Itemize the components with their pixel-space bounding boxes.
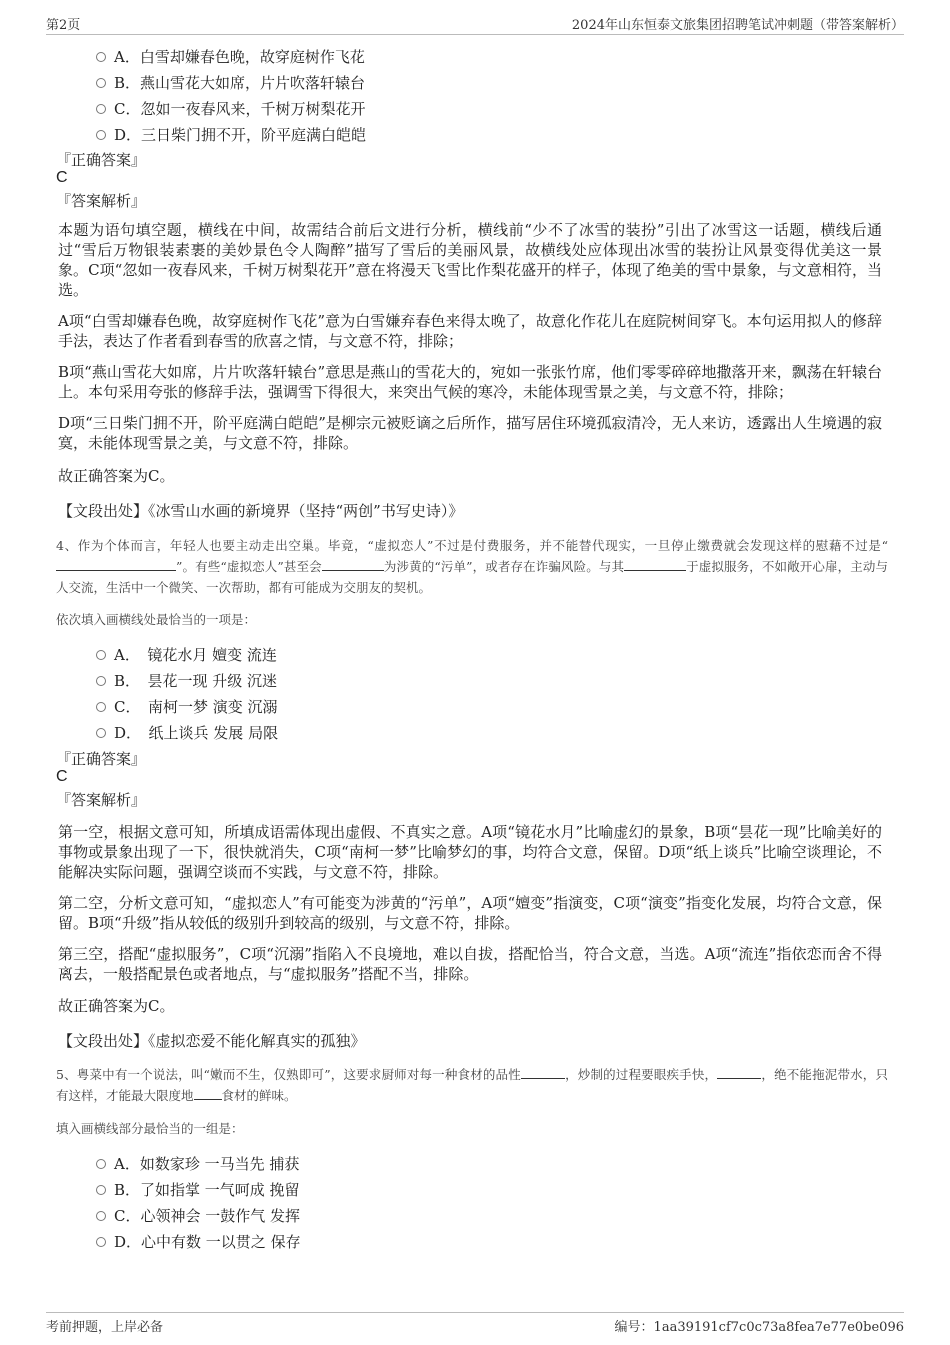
analysis-paragraph: 第二空，分析文意可知，“虚拟恋人”有可能变为涉黄的“污单”，A项“嬗变”指演变，C项“演变”指变化发展，均符合文意，保留。B项“升级”指从较低的级别升到较高的级别，与文意不符，排除。 xyxy=(58,894,882,932)
radio-icon[interactable] xyxy=(96,676,106,686)
q3-option-c[interactable]: C．忽如一夜春风来，千树万树梨花开 xyxy=(96,98,365,120)
analysis-label: 『答案解析』 xyxy=(56,791,147,809)
fill-blank xyxy=(56,558,176,571)
q5-option-c[interactable]: C．心领神会 一鼓作气 发挥 xyxy=(96,1205,300,1227)
fill-blank xyxy=(322,558,384,571)
analysis-paragraph: D项“三日柴门拥不开，阶平庭满白皑皑”是柳宗元被贬谪之后所作，描写居住环境孤寂清冷，无人来访，透露出人生境遇的寂寞，未能体现雪景之美，与文意不符，排除。 xyxy=(58,414,882,452)
answer-value: C xyxy=(56,768,68,785)
radio-icon[interactable] xyxy=(96,78,106,88)
radio-icon[interactable] xyxy=(96,1211,106,1221)
question-prompt: 填入画横线部分最恰当的一组是： xyxy=(56,1121,244,1136)
radio-icon[interactable] xyxy=(96,1185,106,1195)
radio-icon[interactable] xyxy=(96,104,106,114)
document-title: 2024年山东恒泰文旅集团招聘笔试冲刺题（带答案解析） xyxy=(571,18,904,33)
page-footer xyxy=(46,1312,904,1335)
analysis-paragraph: 第一空，根据文意可知，所填成语需体现出虚假、不真实之意。A项“镜花水月”比喻虚幻的景象，B项“昙花一现”比喻美好的事物或景象出现了一下，很快就消失，C项“南柯一梦”比喻梦幻的事，均符合文意，保留。D项“纸上谈兵”比喻空谈理论，不能解决实际问题，强调空谈而不实践，与文意不符，排除。 xyxy=(58,823,882,881)
answer-label: 『正确答案』 xyxy=(56,750,147,768)
source-citation: 【文段出处】《冰雪山水画的新境界（坚持“两创”书写史诗）》 xyxy=(58,502,464,520)
analysis-paragraph: 第三空，搭配“虚拟服务”，C项“沉溺”指陷入不良境地，难以自拔，搭配恰当，符合文意，当选。A项“流连”指依恋而舍不得离去，一般搭配景色或者地点，与“虚拟服务”搭配不当，排除。 xyxy=(58,945,882,983)
q4-option-b[interactable]: B． 昙花一现 升级 沉迷 xyxy=(96,670,277,692)
answer-label: 『正确答案』 xyxy=(56,151,147,169)
conclusion: 故正确答案为C。 xyxy=(58,997,175,1015)
q3-option-a[interactable]: A．白雪却嫌春色晚，故穿庭树作飞花 xyxy=(96,46,365,68)
q3-option-d[interactable]: D．三日柴门拥不开，阶平庭满白皑皑 xyxy=(96,124,366,146)
radio-icon[interactable] xyxy=(96,130,106,140)
conclusion: 故正确答案为C。 xyxy=(58,467,175,485)
footer-slogan: 考前押题，上岸必备 xyxy=(46,1320,164,1335)
q4-option-a[interactable]: A． 镜花水月 嬗变 流连 xyxy=(96,644,277,666)
page-number: 第2页 xyxy=(46,18,81,33)
radio-icon[interactable] xyxy=(96,1159,106,1169)
document-code: 编号：1aa39191cf7c0c73a8fea7e77e0be096 xyxy=(614,1320,904,1335)
question-prompt: 依次填入画横线处最恰当的一项是： xyxy=(56,612,257,627)
fill-blank xyxy=(624,558,686,571)
fill-blank xyxy=(717,1066,761,1079)
q5-option-d[interactable]: D．心中有数 一以贯之 保存 xyxy=(96,1231,301,1253)
page-header xyxy=(46,14,904,35)
question-stem: 5、粤菜中有一个说法，叫“嫩而不生，仅熟即可”，这要求厨师对每一种食材的品性 ，炒制的过程要眼疾手快， ，绝不能拖泥带水，只有这样，才能最大限度地 食材的鲜味。 xyxy=(56,1067,888,1103)
fill-blank xyxy=(194,1087,222,1100)
radio-icon[interactable] xyxy=(96,650,106,660)
analysis-paragraph: A项“白雪却嫌春色晚，故穿庭树作飞花”意为白雪嫌弃春色来得太晚了，故意化作花儿在庭院树间穿飞。本句运用拟人的修辞手法，表达了作者看到春雪的欣喜之情，与文意不符，排除； xyxy=(58,312,882,350)
code-value: 1aa39191cf7c0c73a8fea7e77e0be096 xyxy=(653,1320,904,1335)
q4-option-d[interactable]: D． 纸上谈兵 发展 局限 xyxy=(96,722,278,744)
question-stem: 4、作为个体而言，年轻人也要主动走出空巢。毕竟，“虚拟恋人”不过是付费服务，并不能替代现实，一旦停止缴费就会发现这样的慰藉不过是“”。有些“虚拟恋人”甚至会 为涉黄的“污单”，或者存在诈骗风险。与其 于虚拟服务，不如敞开心扉，主动与人交流，生活中一个微笑、一次帮助，都有可能成为交朋友的契机。 xyxy=(56,538,888,595)
radio-icon[interactable] xyxy=(96,702,106,712)
radio-icon[interactable] xyxy=(96,728,106,738)
q5-option-a[interactable]: A．如数家珍 一马当先 捕获 xyxy=(96,1153,299,1175)
radio-icon[interactable] xyxy=(96,52,106,62)
analysis-paragraph: B项“燕山雪花大如席，片片吹落轩辕台”意思是燕山的雪花大的，宛如一张张竹席，他们零零碎碎地撒落开来，飘荡在轩辕台上。本句采用夸张的修辞手法，强调雪下得很大，来突出气候的寒冷，未能体现雪景之美，与文意不符，排除； xyxy=(58,363,882,401)
radio-icon[interactable] xyxy=(96,1237,106,1247)
analysis-paragraph: 本题为语句填空题，横线在中间，故需结合前后文进行分析，横线前“少不了冰雪的装扮”引出了冰雪这一话题，横线后通过“雪后万物银装素裹的美妙景色令人陶醉”描写了雪后的美丽风景，故横线处应体现出冰雪的装扮让风景变得优美这一景象。C项“忽如一夜春风来，千树万树梨花开”意在将漫天飞雪比作梨花盛开的样子，体现了绝美的雪中景象，与文意相符，当选。 xyxy=(58,221,882,299)
q4-option-c[interactable]: C． 南柯一梦 演变 沉溺 xyxy=(96,696,278,718)
answer-value: C xyxy=(56,169,68,186)
source-citation: 【文段出处】《虚拟恋爱不能化解真实的孤独》 xyxy=(58,1032,366,1050)
q3-option-b[interactable]: B．燕山雪花大如席，片片吹落轩辕台 xyxy=(96,72,365,94)
q5-option-b[interactable]: B．了如指掌 一气呵成 挽留 xyxy=(96,1179,300,1201)
fill-blank xyxy=(521,1066,565,1079)
analysis-label: 『答案解析』 xyxy=(56,192,147,210)
